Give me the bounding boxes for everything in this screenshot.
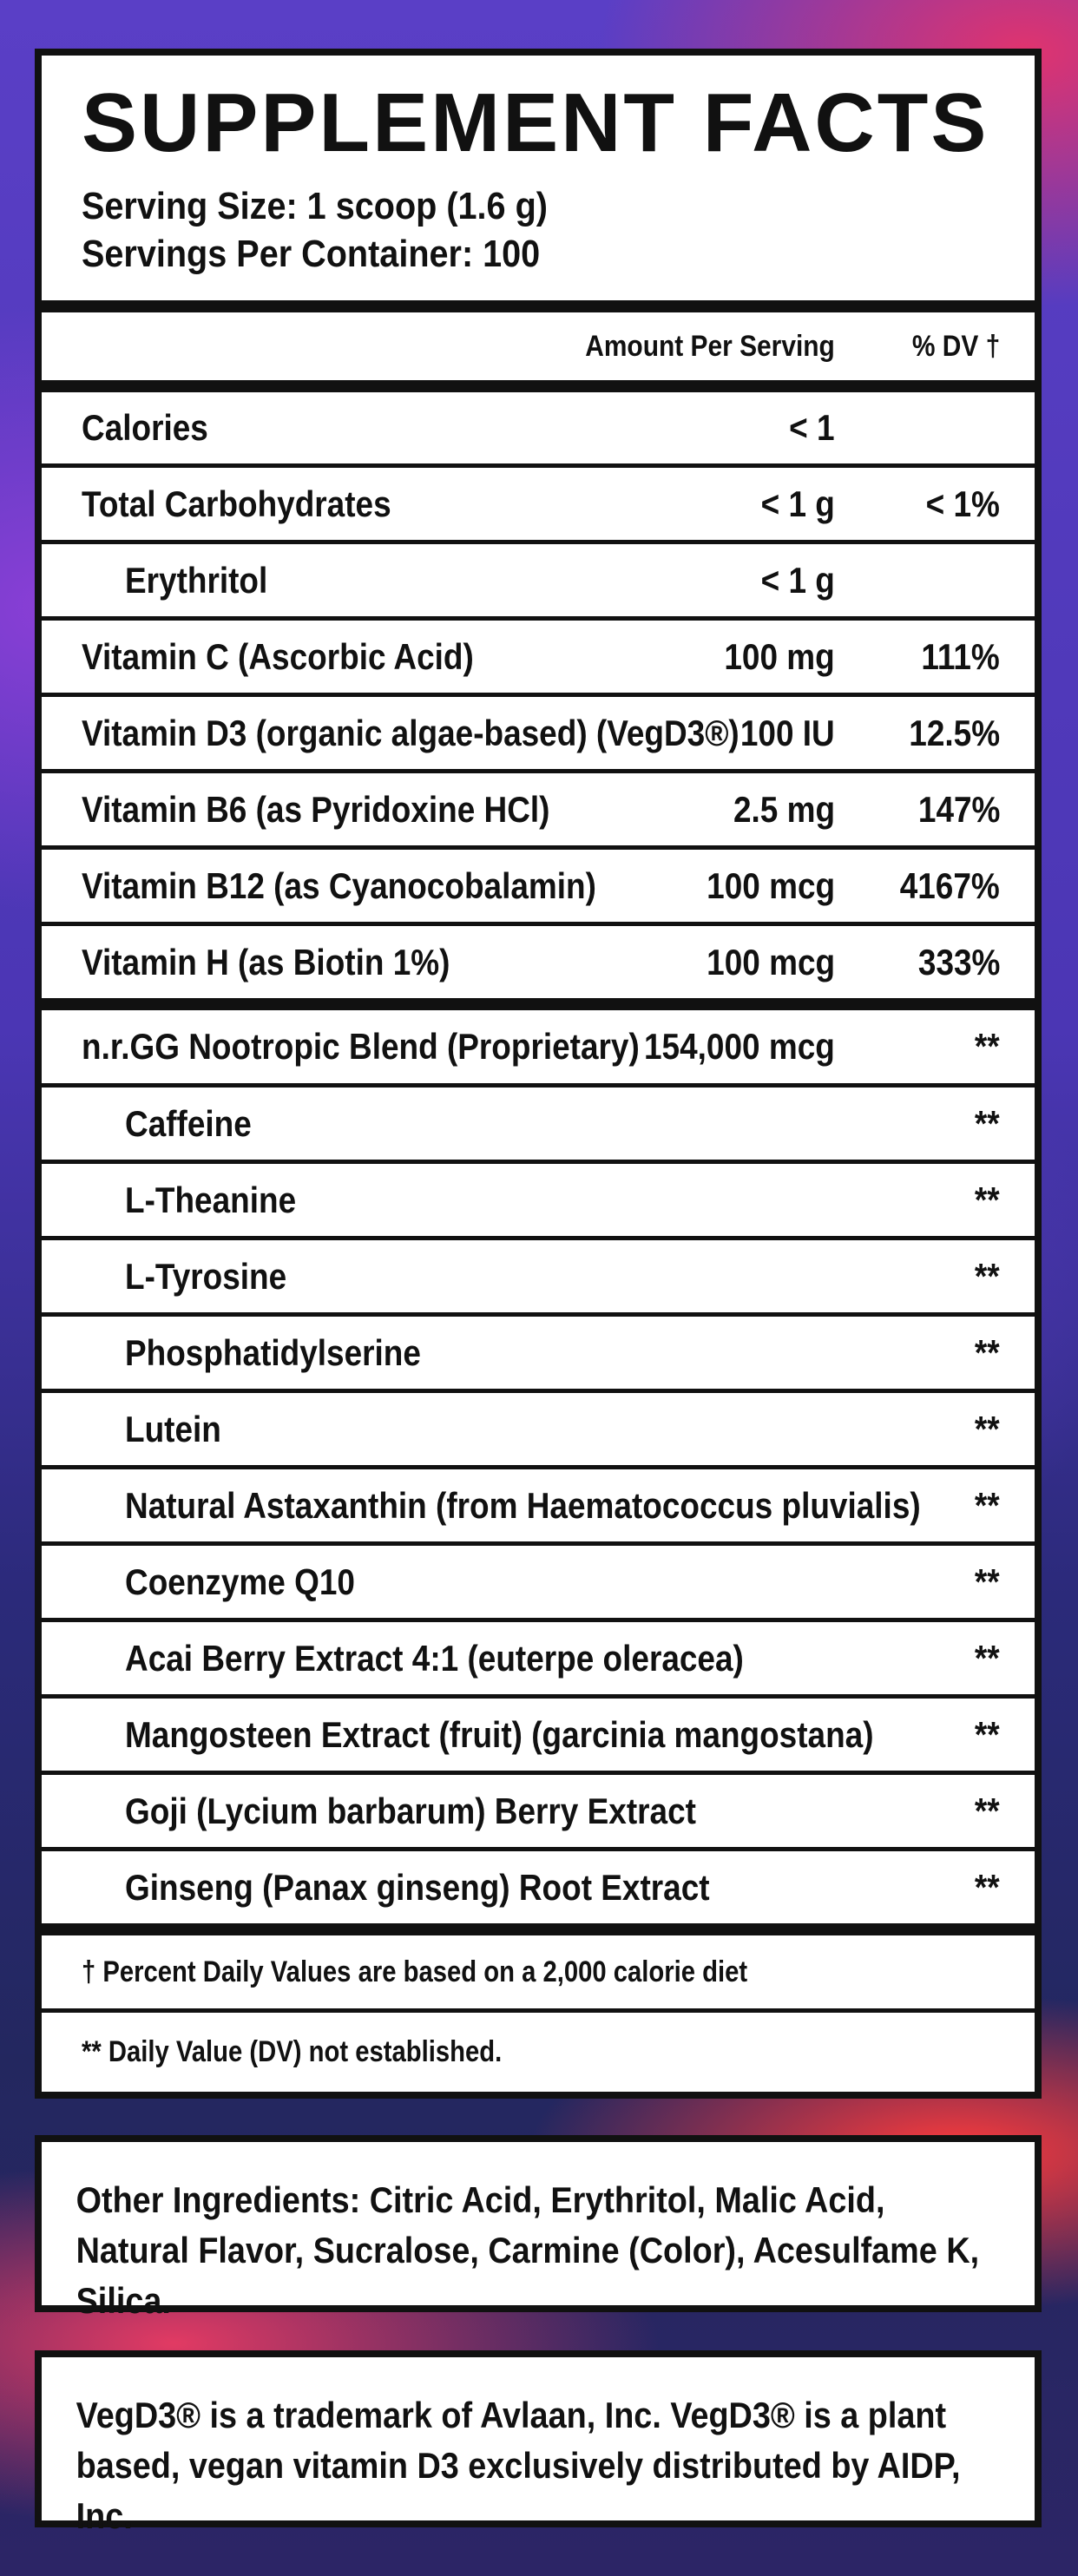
supplement-facts-panel (35, 49, 1042, 2099)
footnote-not-established (42, 2013, 1035, 2092)
nutrient-amount: 100 mg (724, 635, 835, 677)
nutrient-name: Vitamin H (as Biotin 1%) (82, 941, 450, 982)
ingredient-name: Natural Astaxanthin (from Haematococcus pluvialis) (125, 1484, 921, 1526)
ingredient-dv: ** (975, 1866, 1000, 1908)
ingredient-dv: ** (975, 1790, 1000, 1831)
thick-divider (42, 1923, 1035, 1935)
nutrient-row (42, 850, 1035, 922)
nutrient-name: Vitamin B6 (as Pyridoxine HCl) (82, 788, 550, 830)
blend-ingredient-row (42, 1775, 1035, 1847)
nutrient-amount: < 1 g (760, 559, 835, 601)
blend-ingredient-row (42, 1546, 1035, 1618)
nutrient-name: Calories (82, 407, 208, 448)
nutrient-amount: < 1 g (760, 483, 835, 524)
nutrient-amount: 100 IU (740, 712, 835, 753)
ingredient-name: L-Tyrosine (125, 1255, 287, 1297)
nutrient-dv: 147% (917, 788, 1000, 830)
blend-ingredient-row (42, 1164, 1035, 1236)
nutrient-name: Vitamin C (Ascorbic Acid) (82, 635, 474, 677)
ingredient-name: Goji (Lycium barbarum) Berry Extract (125, 1790, 696, 1831)
amount-header: Amount Per Serving (585, 329, 835, 363)
nutrient-row (42, 773, 1035, 845)
other-ingredients-panel (35, 2135, 1042, 2321)
ingredient-dv: ** (975, 1255, 1000, 1297)
ingredient-name: Coenzyme Q10 (125, 1561, 355, 1602)
ingredient-dv: ** (975, 1484, 1000, 1526)
trademark-text: VegD3® is a trademark of Avlaan, Inc. VegD3® is a plant based, vegan vitamin D3 exclusively distributed by AIDP, Inc. (76, 2395, 961, 2536)
nutrient-amount: 100 mcg (707, 941, 835, 982)
nutrient-row (42, 926, 1035, 998)
nutrient-dv: 111% (921, 635, 1000, 677)
blend-dv: ** (975, 1026, 1000, 1067)
blend-row (42, 1010, 1035, 1083)
blend-ingredient-row (42, 1699, 1035, 1771)
ingredient-name: Phosphatidylserine (125, 1331, 421, 1373)
other-ingredients-text: Other Ingredients: Citric Acid, Erythritol, Malic Acid, Natural Flavor, Sucralose, Carmine (Color), Acesulfame K, Silica. (76, 2179, 980, 2321)
nutrient-row (42, 697, 1035, 769)
blend-ingredient-row (42, 1317, 1035, 1389)
trademark-panel (35, 2350, 1042, 2536)
blend-name: n.r.GG Nootropic Blend (Proprietary) (82, 1026, 640, 1067)
nutrient-name: Total Carbohydrates (82, 483, 391, 524)
ingredient-name: L-Theanine (125, 1179, 297, 1220)
blend-ingredient-row (42, 1393, 1035, 1465)
blend-ingredient-row (42, 1851, 1035, 1923)
servings-per-container: Servings Per Container: 100 (82, 233, 541, 275)
thick-divider (42, 998, 1035, 1010)
footnote-dv (42, 1935, 1035, 2008)
blend-ingredient-row (42, 1622, 1035, 1694)
nutrient-row (42, 392, 1035, 463)
ingredient-name: Caffeine (125, 1102, 252, 1144)
thick-divider (42, 300, 1035, 312)
column-header-row (42, 312, 1035, 380)
nutrient-row (42, 468, 1035, 540)
blend-ingredient-row (42, 1240, 1035, 1312)
nutrient-name: Vitamin B12 (as Cyanocobalamin) (82, 864, 596, 906)
nutrient-dv: < 1% (925, 483, 1000, 524)
ingredient-dv: ** (975, 1179, 1000, 1220)
ingredient-dv: ** (975, 1561, 1000, 1602)
nutrient-row (42, 621, 1035, 693)
nutrient-amount: < 1 (789, 407, 835, 448)
blend-ingredient-row (42, 1088, 1035, 1160)
footnote-text: † Percent Daily Values are based on a 2,000 calorie diet (82, 1955, 748, 1988)
ingredient-dv: ** (975, 1408, 1000, 1449)
ingredient-dv: ** (975, 1102, 1000, 1144)
blend-amount: 154,000 mcg (644, 1026, 835, 1067)
nutrient-amount: 2.5 mg (733, 788, 835, 830)
ingredient-name: Mangosteen Extract (fruit) (garcinia mangostana) (125, 1713, 874, 1755)
ingredient-dv: ** (975, 1637, 1000, 1679)
dv-header: % DV † (911, 329, 1000, 363)
nutrient-name: Erythritol (125, 559, 268, 601)
ingredient-dv: ** (975, 1331, 1000, 1373)
nutrient-name: Vitamin D3 (organic algae-based) (VegD3®) (82, 712, 739, 753)
blend-ingredient-row (42, 1469, 1035, 1541)
nutrient-dv: 4167% (899, 864, 1000, 906)
nutrient-amount: 100 mcg (707, 864, 835, 906)
thick-divider (42, 380, 1035, 392)
nutrient-dv: 12.5% (909, 712, 1000, 753)
nutrient-row (42, 544, 1035, 616)
footnote-text: ** Daily Value (DV) not established. (82, 2035, 503, 2068)
ingredient-name: Acai Berry Extract 4:1 (euterpe oleracea) (125, 1637, 744, 1679)
nutrient-dv: 333% (917, 941, 1000, 982)
serving-size: Serving Size: 1 scoop (1.6 g) (82, 185, 548, 227)
ingredient-name: Lutein (125, 1408, 221, 1449)
panel-title: SUPPLEMENT FACTS (82, 76, 989, 169)
ingredient-name: Ginseng (Panax ginseng) Root Extract (125, 1866, 710, 1908)
ingredient-dv: ** (975, 1713, 1000, 1755)
